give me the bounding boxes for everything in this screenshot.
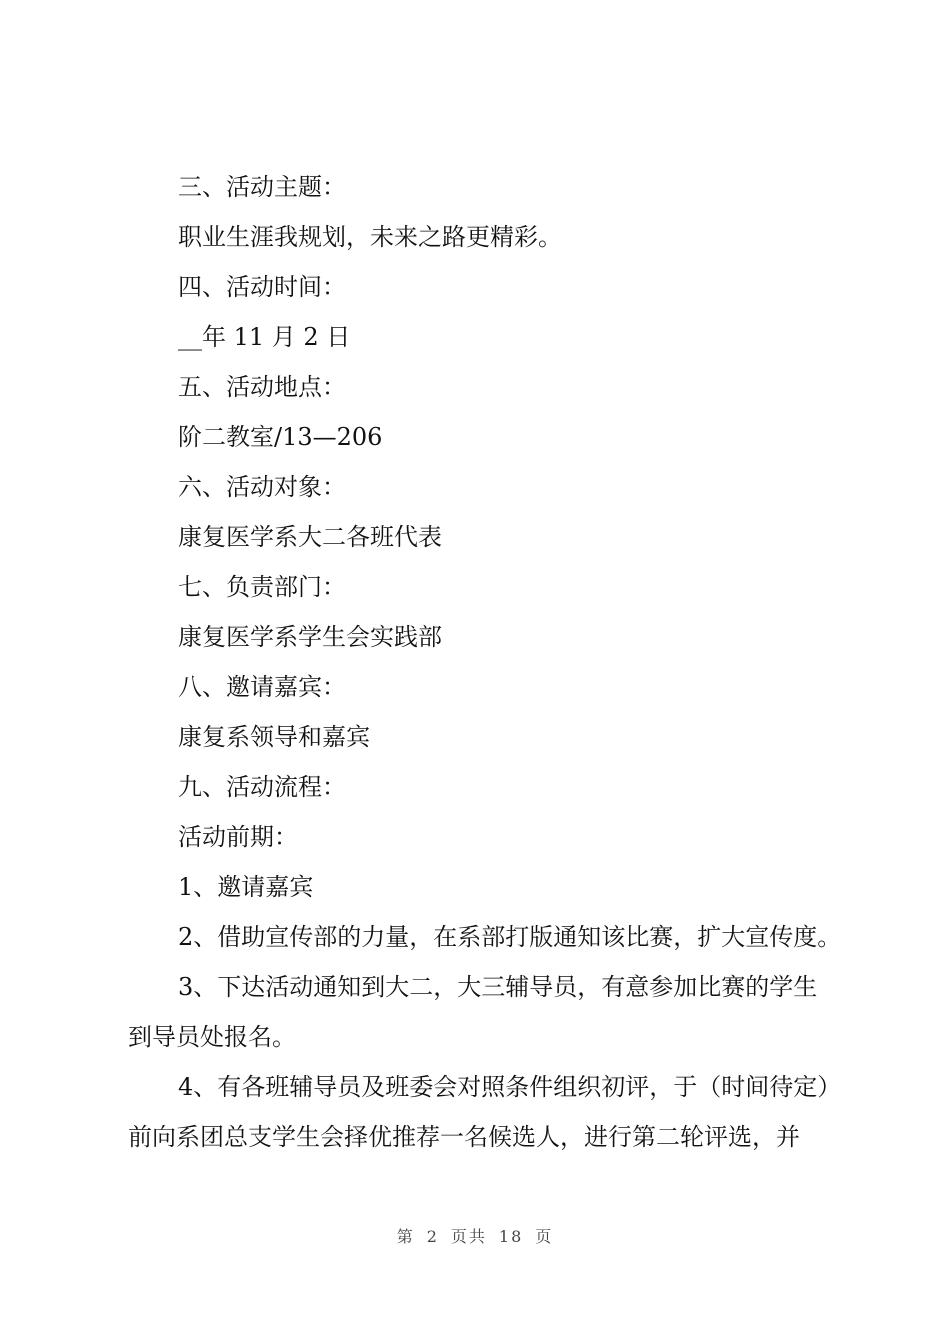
heading-activity-time: 四、活动时间： (178, 273, 346, 301)
footer-mid: 页共 (450, 1227, 487, 1246)
heading-activity-location: 五、活动地点： (178, 373, 346, 401)
list-item-1: 1、邀请嘉宾 (178, 873, 314, 901)
paragraph-activity-time: __年 11 月 2 日 (178, 323, 351, 351)
paragraph-responsible-department: 康复医学系学生会实践部 (178, 623, 442, 651)
footer-total-pages: 18 (498, 1227, 524, 1246)
list-item-2: 2、借助宣传部的力量，在系部打版通知该比赛，扩大宣传度。 (178, 923, 842, 951)
list-item-3-line-2: 到导员处报名。 (128, 1023, 296, 1051)
paragraph-invited-guests: 康复系领导和嘉宾 (178, 723, 370, 751)
list-item-3-line-1: 3、下达活动通知到大二，大三辅导员，有意参加比赛的学生 (178, 973, 818, 1001)
footer-prefix: 第 (396, 1227, 415, 1246)
document-body (128, 162, 850, 1162)
heading-activity-audience: 六、活动对象： (178, 473, 346, 501)
heading-activity-process: 九、活动流程： (178, 773, 346, 801)
footer-suffix: 页 (535, 1227, 554, 1246)
footer-current-page: 2 (426, 1227, 439, 1246)
paragraph-activity-location: 阶二教室/13—206 (178, 423, 383, 451)
paragraph-activity-theme: 职业生涯我规划，未来之路更精彩。 (178, 223, 562, 251)
list-item-4-line-1: 4、有各班辅导员及班委会对照条件组织初评，于（时间待定） (178, 1073, 842, 1101)
page-footer (0, 1224, 950, 1247)
subheading-pre-activity: 活动前期： (178, 823, 298, 851)
heading-activity-theme: 三、活动主题： (178, 173, 346, 201)
heading-invited-guests: 八、邀请嘉宾： (178, 673, 346, 701)
paragraph-activity-audience: 康复医学系大二各班代表 (178, 523, 442, 551)
list-item-4-line-2: 前向系团总支学生会择优推荐一名候选人，进行第二轮评选，并 (128, 1123, 800, 1151)
heading-responsible-department: 七、负责部门： (178, 573, 346, 601)
